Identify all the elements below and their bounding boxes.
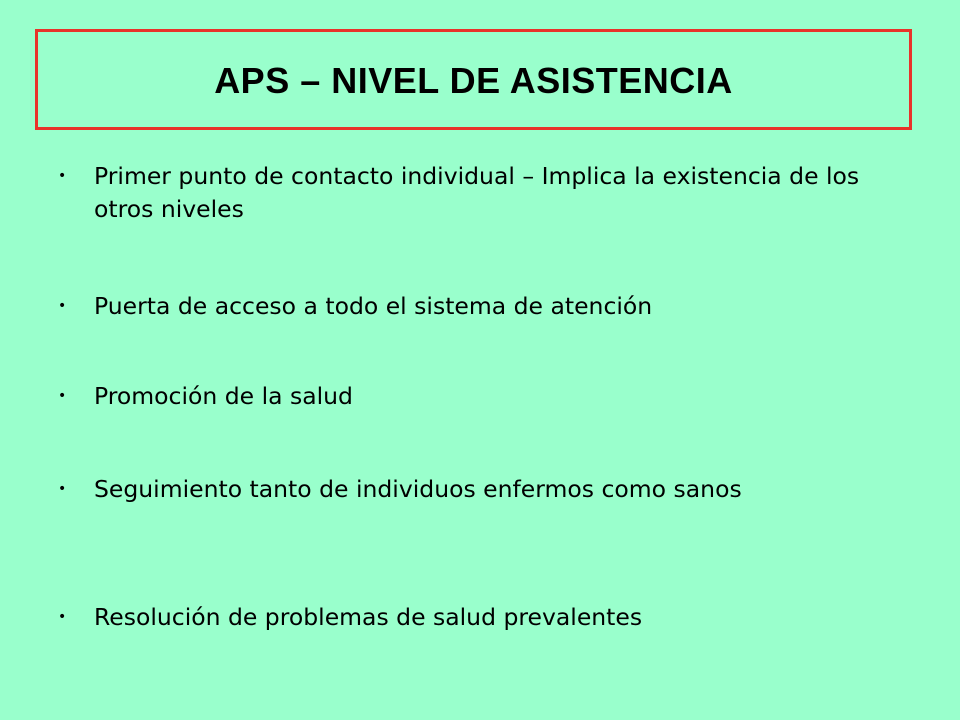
bullet-text: Primer punto de contacto individual – Implica la existencia de los otros niveles [94, 162, 860, 223]
bullet-icon: • [58, 481, 67, 497]
bullet-item [58, 160, 888, 226]
bullet-icon: • [58, 168, 67, 184]
bullet-item [58, 473, 888, 506]
bullet-icon: • [58, 388, 67, 404]
slide-title: APS – NIVEL DE ASISTENCIA [214, 59, 733, 101]
bullet-text: Puerta de acceso a todo el sistema de atención [94, 292, 653, 320]
bullet-item [58, 601, 888, 634]
bullet-icon: • [58, 609, 67, 625]
bullet-text: Seguimiento tanto de individuos enfermos como sanos [94, 475, 742, 503]
bullet-icon: • [58, 298, 67, 314]
bullet-text: Resolución de problemas de salud prevalentes [94, 603, 643, 631]
bullet-item [58, 380, 888, 413]
bullet-item [58, 290, 888, 323]
bullet-text: Promoción de la salud [94, 382, 353, 410]
